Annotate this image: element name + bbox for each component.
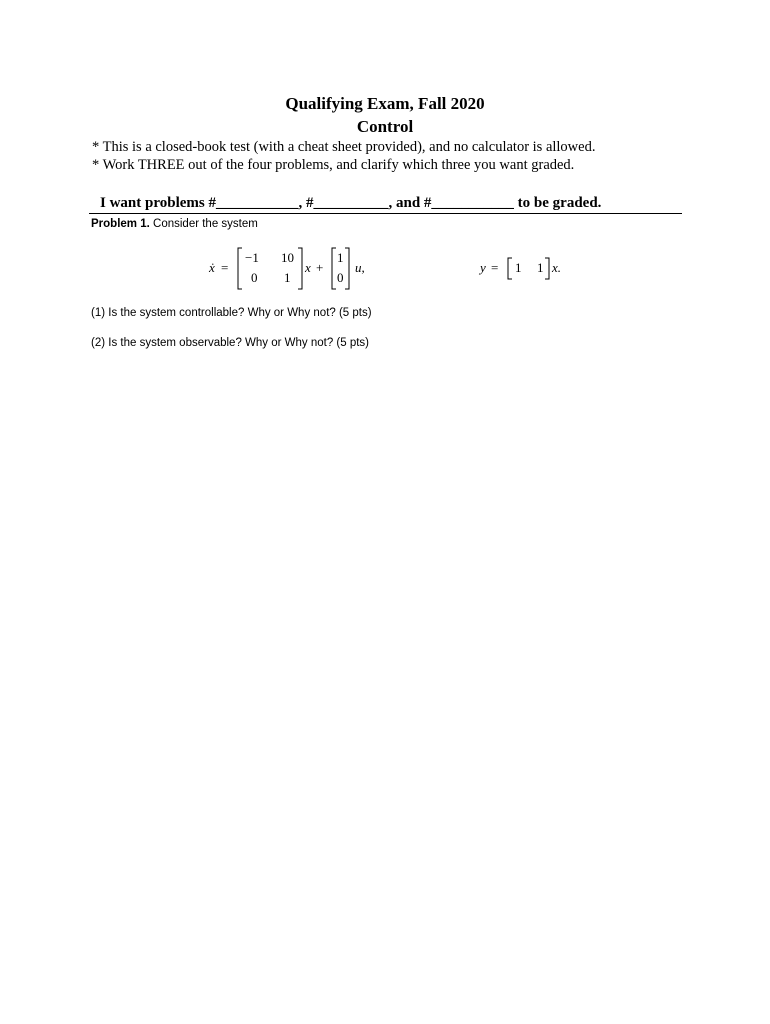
instruction-work-three: * Work THREE out of the four problems, and clarify which three you want graded. — [92, 157, 575, 173]
plus-sign: + — [316, 260, 324, 275]
a21: 0 — [251, 270, 258, 285]
output-equals: = — [491, 260, 499, 275]
c1: 1 — [515, 260, 522, 275]
output-x: x. — [552, 260, 562, 275]
output-equation — [478, 258, 561, 279]
question-observable: (2) Is the system observable? Why or Why not? (5 pts) — [91, 337, 370, 349]
header-divider — [89, 213, 682, 214]
c2: 1 — [537, 260, 544, 275]
problem-1-label: Problem 1. — [91, 218, 150, 230]
state-x: x — [305, 260, 311, 275]
problem-1-intro: Consider the system — [153, 218, 258, 230]
a12: 10 — [281, 250, 294, 265]
x-dot: ẋ — [209, 260, 215, 275]
state-equals: = — [221, 260, 229, 275]
graded-problems-line: I want problems #___________, #__________, and #___________ to be graded. — [100, 195, 602, 211]
b2: 0 — [337, 270, 344, 285]
problem-1-heading — [91, 216, 258, 232]
matrix-a-left-bracket — [238, 248, 242, 289]
b1: 1 — [337, 250, 344, 265]
exam-title: Qualifying Exam, Fall 2020 — [285, 94, 485, 113]
state-equation — [208, 248, 365, 289]
a11: −1 — [245, 250, 259, 265]
input-u: u, — [355, 260, 365, 275]
output-y: y — [480, 260, 486, 275]
matrix-b-right-bracket — [345, 248, 349, 289]
system-equations — [195, 243, 585, 293]
instruction-closed-book: * This is a closed-book test (with a cheat sheet provided), and no calculator is allowed. — [92, 139, 596, 155]
matrix-b-left-bracket — [332, 248, 336, 289]
exam-subject: Control — [356, 117, 414, 136]
matrix-c-left-bracket — [508, 258, 512, 279]
matrix-c-right-bracket — [545, 258, 549, 279]
question-controllable: (1) Is the system controllable? Why or Why not? (5 pts) — [91, 307, 372, 319]
matrix-a-right-bracket — [298, 248, 302, 289]
a22: 1 — [284, 270, 291, 285]
